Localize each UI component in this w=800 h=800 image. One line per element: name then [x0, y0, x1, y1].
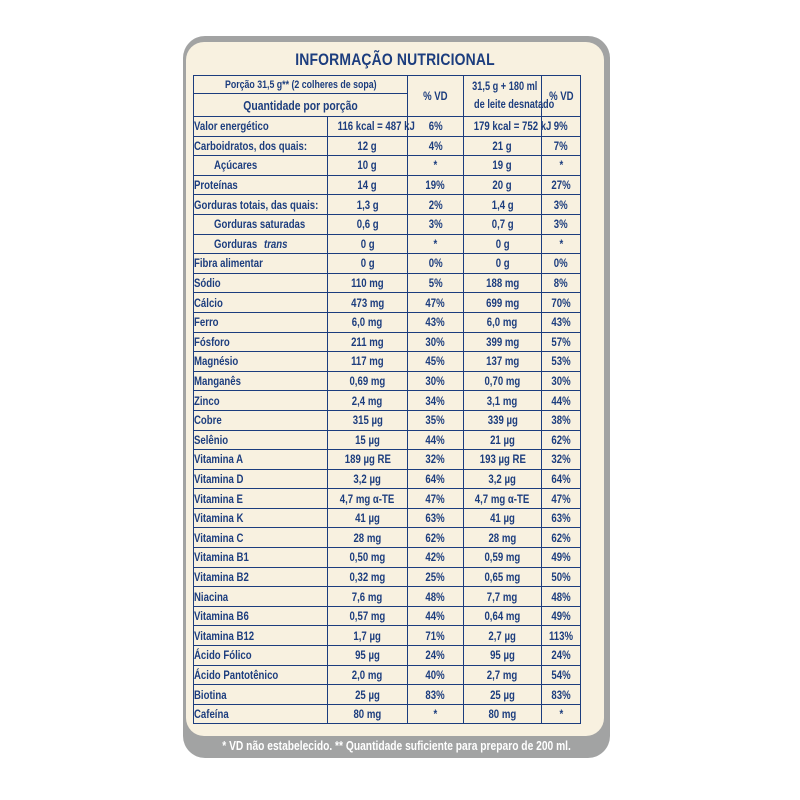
vd-with-milk: 62%	[542, 430, 581, 450]
amount-per-portion: 1,3 g	[328, 195, 408, 215]
nutrient-name: Vitamina E	[194, 489, 328, 509]
vd-with-milk: 64%	[542, 469, 581, 489]
nutrient-name: Gorduras totais, das quais:	[194, 195, 328, 215]
amount-per-portion: 14 g	[328, 175, 408, 195]
vd-per-portion: 30%	[408, 332, 464, 352]
amount-per-portion: 2,4 mg	[328, 391, 408, 411]
nutrient-name: Selênio	[194, 430, 328, 450]
amount-per-portion: 95 µg	[328, 646, 408, 666]
vd-per-portion: 30%	[408, 371, 464, 391]
nutrient-name: Açúcares	[194, 156, 328, 176]
nutrient-name: Vitamina B6	[194, 606, 328, 626]
nutrient-name: Ácido Pantotênico	[194, 665, 328, 685]
table-row	[194, 234, 581, 254]
amount-with-milk: 21 µg	[464, 430, 542, 450]
table-row	[194, 646, 581, 666]
vd-with-milk: 49%	[542, 548, 581, 568]
nutrient-name: Magnésio	[194, 352, 328, 372]
nutrient-name: Vitamina B12	[194, 626, 328, 646]
vd-with-milk: 32%	[542, 450, 581, 470]
vd-per-portion: 44%	[408, 606, 464, 626]
nutrient-name: Gordurastrans	[194, 234, 328, 254]
nutrient-name: Fibra alimentar	[194, 254, 328, 274]
table-row	[194, 469, 581, 489]
vd-per-portion: 40%	[408, 665, 464, 685]
amount-per-portion: 0,69 mg	[328, 371, 408, 391]
amount-per-portion: 0,57 mg	[328, 606, 408, 626]
table-row	[194, 410, 581, 430]
amount-with-milk: 25 µg	[464, 685, 542, 705]
amount-with-milk: 2,7 mg	[464, 665, 542, 685]
table-row	[194, 175, 581, 195]
vd-per-portion: 47%	[408, 489, 464, 509]
vd-with-milk: 0%	[542, 254, 581, 274]
vd-with-milk: *	[542, 704, 581, 724]
amount-with-milk: 193 µg RE	[464, 450, 542, 470]
vd-with-milk: 43%	[542, 312, 581, 332]
vd-with-milk: 49%	[542, 606, 581, 626]
amount-with-milk: 179 kcal = 752 kJ	[464, 117, 542, 137]
amount-per-portion: 473 mg	[328, 293, 408, 313]
vd-with-milk: 54%	[542, 665, 581, 685]
amount-per-portion: 25 µg	[328, 685, 408, 705]
vd-with-milk: 7%	[542, 136, 581, 156]
vd-per-portion: 62%	[408, 528, 464, 548]
amount-with-milk: 0,65 mg	[464, 567, 542, 587]
amount-per-portion: 28 mg	[328, 528, 408, 548]
label-title: INFORMAÇÃO NUTRICIONAL	[295, 50, 495, 69]
vd-per-portion: 0%	[408, 254, 464, 274]
table-row	[194, 195, 581, 215]
amount-per-portion: 117 mg	[328, 352, 408, 372]
amount-with-milk: 19 g	[464, 156, 542, 176]
nutrient-name: Vitamina B2	[194, 567, 328, 587]
vd-with-milk: 113%	[542, 626, 581, 646]
nutrient-name: Vitamina A	[194, 450, 328, 470]
vd-per-portion: 19%	[408, 175, 464, 195]
amount-with-milk: 2,7 µg	[464, 626, 542, 646]
table-row	[194, 548, 581, 568]
vd-per-portion: *	[408, 234, 464, 254]
vd-per-portion: 25%	[408, 567, 464, 587]
vd-with-milk: 38%	[542, 410, 581, 430]
amount-with-milk: 21 g	[464, 136, 542, 156]
table-row	[194, 489, 581, 509]
nutrient-name: Vitamina K	[194, 508, 328, 528]
amount-with-milk: 95 µg	[464, 646, 542, 666]
table-row	[194, 626, 581, 646]
vd-per-portion: 6%	[408, 117, 464, 137]
amount-with-milk: 80 mg	[464, 704, 542, 724]
table-row	[194, 214, 581, 234]
nutrient-name: Cafeína	[194, 704, 328, 724]
amount-per-portion: 41 µg	[328, 508, 408, 528]
amount-with-milk: 3,2 µg	[464, 469, 542, 489]
amount-with-milk: 20 g	[464, 175, 542, 195]
vd-with-milk: 9%	[542, 117, 581, 137]
vd-per-portion: 4%	[408, 136, 464, 156]
nutrition-table	[193, 75, 581, 724]
table-row	[194, 254, 581, 274]
vd-with-milk: *	[542, 156, 581, 176]
amount-per-portion: 15 µg	[328, 430, 408, 450]
table-row	[194, 391, 581, 411]
vd-with-milk: *	[542, 234, 581, 254]
amount-with-milk: 0,70 mg	[464, 371, 542, 391]
table-row	[194, 450, 581, 470]
table-row	[194, 430, 581, 450]
nutrient-name: Vitamina B1	[194, 548, 328, 568]
table-row	[194, 606, 581, 626]
table-row	[194, 685, 581, 705]
vd-with-milk: 44%	[542, 391, 581, 411]
table-row	[194, 156, 581, 176]
amount-per-portion: 3,2 µg	[328, 469, 408, 489]
vd-per-portion: 43%	[408, 312, 464, 332]
amount-with-milk: 6,0 mg	[464, 312, 542, 332]
amount-with-milk: 7,7 mg	[464, 587, 542, 607]
amount-with-milk: 339 µg	[464, 410, 542, 430]
amount-with-milk: 3,1 mg	[464, 391, 542, 411]
vd-with-milk: 50%	[542, 567, 581, 587]
amount-with-milk: 28 mg	[464, 528, 542, 548]
milk-header: 31,5 g + 180 ml de leite desnatado	[464, 76, 542, 117]
amount-with-milk: 0,64 mg	[464, 606, 542, 626]
table-row	[194, 587, 581, 607]
vd-per-portion: *	[408, 704, 464, 724]
amount-with-milk: 0 g	[464, 234, 542, 254]
table-row	[194, 528, 581, 548]
footnote: * VD não estabelecido. ** Quantidade suficiente para preparo de 200 ml.	[222, 739, 571, 753]
amount-with-milk: 137 mg	[464, 352, 542, 372]
vd-per-portion: 5%	[408, 273, 464, 293]
amount-with-milk: 1,4 g	[464, 195, 542, 215]
vd-per-portion: 3%	[408, 214, 464, 234]
nutrient-name: Zinco	[194, 391, 328, 411]
nutrient-name: Carboidratos, dos quais:	[194, 136, 328, 156]
nutrient-name: Proteínas	[194, 175, 328, 195]
quantity-header: Quantidade por porção	[194, 94, 408, 117]
table-row	[194, 293, 581, 313]
vd-with-milk: 27%	[542, 175, 581, 195]
nutrient-name: Ferro	[194, 312, 328, 332]
table-row	[194, 567, 581, 587]
vd-per-portion: 2%	[408, 195, 464, 215]
nutrient-name: Cálcio	[194, 293, 328, 313]
table-row	[194, 273, 581, 293]
nutrient-name: Fósforo	[194, 332, 328, 352]
table-row	[194, 312, 581, 332]
amount-per-portion: 0,50 mg	[328, 548, 408, 568]
vd-with-milk: 62%	[542, 528, 581, 548]
vd-per-portion: 34%	[408, 391, 464, 411]
vd-with-milk: 47%	[542, 489, 581, 509]
table-row	[194, 371, 581, 391]
amount-per-portion: 0 g	[328, 254, 408, 274]
table-row	[194, 332, 581, 352]
amount-per-portion: 10 g	[328, 156, 408, 176]
vd-header-portion: % VD	[408, 76, 464, 117]
nutrient-rows	[194, 117, 581, 724]
nutrient-name: Sódio	[194, 273, 328, 293]
amount-with-milk: 0,7 g	[464, 214, 542, 234]
nutrient-name: Gorduras saturadas	[194, 214, 328, 234]
amount-per-portion: 315 µg	[328, 410, 408, 430]
amount-per-portion: 1,7 µg	[328, 626, 408, 646]
vd-per-portion: 45%	[408, 352, 464, 372]
amount-per-portion: 12 g	[328, 136, 408, 156]
table-row	[194, 508, 581, 528]
vd-with-milk: 3%	[542, 195, 581, 215]
amount-per-portion: 211 mg	[328, 332, 408, 352]
vd-with-milk: 8%	[542, 273, 581, 293]
nutrient-name: Vitamina D	[194, 469, 328, 489]
vd-with-milk: 48%	[542, 587, 581, 607]
amount-with-milk: 0,59 mg	[464, 548, 542, 568]
amount-per-portion: 110 mg	[328, 273, 408, 293]
vd-per-portion: 63%	[408, 508, 464, 528]
vd-per-portion: 24%	[408, 646, 464, 666]
nutrient-name: Vitamina C	[194, 528, 328, 548]
vd-header-milk: % VD	[542, 76, 581, 117]
amount-with-milk: 4,7 mg α-TE	[464, 489, 542, 509]
nutrient-name: Manganês	[194, 371, 328, 391]
nutrient-name: Ácido Fólico	[194, 646, 328, 666]
vd-per-portion: 47%	[408, 293, 464, 313]
amount-per-portion: 0,6 g	[328, 214, 408, 234]
nutrient-name: Niacina	[194, 587, 328, 607]
amount-per-portion: 7,6 mg	[328, 587, 408, 607]
table-row	[194, 665, 581, 685]
nutrient-name: Cobre	[194, 410, 328, 430]
amount-per-portion: 6,0 mg	[328, 312, 408, 332]
vd-per-portion: 83%	[408, 685, 464, 705]
table-row	[194, 136, 581, 156]
vd-per-portion: 44%	[408, 430, 464, 450]
table-row	[194, 704, 581, 724]
amount-with-milk: 399 mg	[464, 332, 542, 352]
table-row	[194, 117, 581, 137]
vd-with-milk: 24%	[542, 646, 581, 666]
amount-per-portion: 2,0 mg	[328, 665, 408, 685]
portion-header: Porção 31,5 g** (2 colheres de sopa)	[194, 76, 408, 94]
vd-per-portion: 64%	[408, 469, 464, 489]
amount-per-portion: 0,32 mg	[328, 567, 408, 587]
vd-with-milk: 63%	[542, 508, 581, 528]
amount-with-milk: 41 µg	[464, 508, 542, 528]
table-row	[194, 352, 581, 372]
amount-per-portion: 189 µg RE	[328, 450, 408, 470]
amount-per-portion: 4,7 mg α-TE	[328, 489, 408, 509]
vd-with-milk: 30%	[542, 371, 581, 391]
vd-per-portion: 35%	[408, 410, 464, 430]
vd-per-portion: 32%	[408, 450, 464, 470]
vd-with-milk: 3%	[542, 214, 581, 234]
nutrient-name: Biotina	[194, 685, 328, 705]
amount-per-portion: 80 mg	[328, 704, 408, 724]
vd-per-portion: 42%	[408, 548, 464, 568]
vd-with-milk: 70%	[542, 293, 581, 313]
amount-with-milk: 188 mg	[464, 273, 542, 293]
vd-per-portion: 71%	[408, 626, 464, 646]
vd-per-portion: *	[408, 156, 464, 176]
vd-with-milk: 53%	[542, 352, 581, 372]
amount-per-portion: 116 kcal = 487 kJ	[328, 117, 408, 137]
amount-per-portion: 0 g	[328, 234, 408, 254]
nutrient-name: Valor energético	[194, 117, 328, 137]
amount-with-milk: 699 mg	[464, 293, 542, 313]
amount-with-milk: 0 g	[464, 254, 542, 274]
vd-with-milk: 83%	[542, 685, 581, 705]
vd-per-portion: 48%	[408, 587, 464, 607]
vd-with-milk: 57%	[542, 332, 581, 352]
